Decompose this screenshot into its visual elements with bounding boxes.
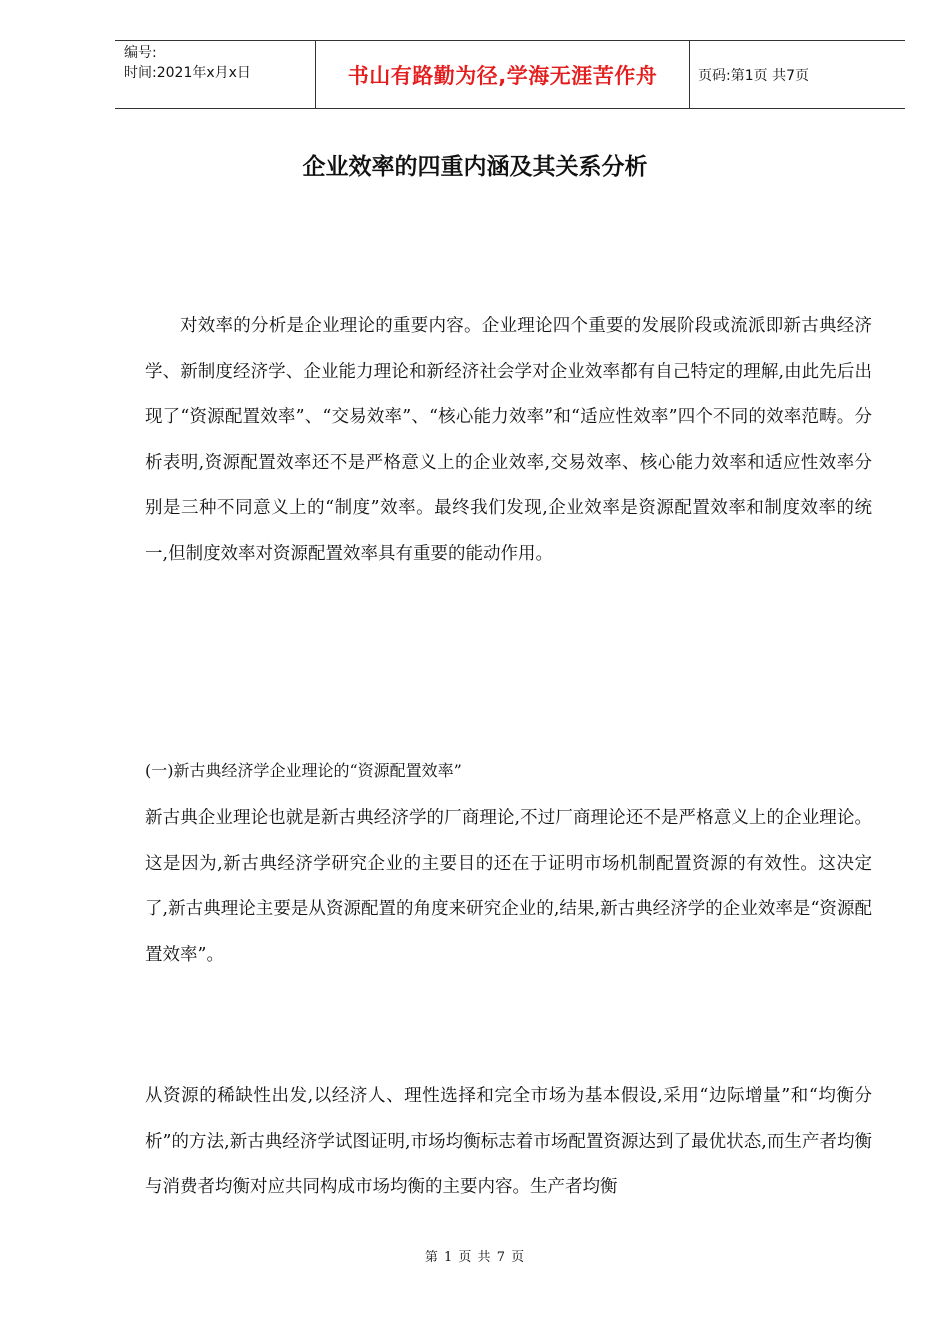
abstract-paragraph: 对效率的分析是企业理论的重要内容。企业理论四个重要的发展阶段或流派即新古典经济学、新制度经济学、企业能力理论和新经济社会学对企业效率都有自己特定的理解,由此先后出现了“资源配置效率”、“交易效率”、“核心能力效率”和“适应性效率”四个不同的效率范畴。分析表明,资源配置效率还不是严格意义上的企业效率,交易效率、核心能力效率和适应性效率分别是三种不同意义上的“制度”效率。最终我们发现,企业效率是资源配置效率和制度效率的统一,但制度效率对资源配置效率具有重要的能动作用。	[145, 316, 872, 564]
header-page-cell	[690, 41, 905, 108]
serial-number-label: 编号:	[124, 45, 157, 61]
header-meta-cell	[115, 41, 316, 108]
body-paragraph: 从资源的稀缺性出发,以经济人、理性选择和完全市场为基本假设,采用“边际增量”和“均衡分析”的方法,新古典经济学试图证明,市场均衡标志着市场配置资源达到了最优状态,而生产者均衡与消费者均衡对应共同构成市场均衡的主要内容。生产者均衡	[145, 1086, 872, 1197]
body-paragraph: 新古典企业理论也就是新古典经济学的厂商理论,不过厂商理论还不是严格意义上的企业理论。这是因为,新古典经济学研究企业的主要目的还在于证明市场机制配置资源的有效性。这决定了,新古典理论主要是从资源配置的角度来研究企业的,结果,新古典经济学的企业效率是“资源配置效率”。	[145, 808, 872, 965]
motto-text: 书山有路勤为径,学海无涯苦作舟	[347, 63, 658, 88]
page-footer: 第 1 页 共 7 页	[424, 1250, 526, 1265]
document-title: 企业效率的四重内涵及其关系分析	[302, 153, 648, 180]
header-table	[115, 40, 905, 109]
section-heading: (一)新古典经济学企业理论的“资源配置效率”	[145, 761, 462, 780]
page-info-label: 页码:第1页 共7页	[698, 67, 809, 84]
header-motto-cell	[316, 41, 690, 108]
date-label: 时间:2021年x月x日	[124, 65, 251, 81]
